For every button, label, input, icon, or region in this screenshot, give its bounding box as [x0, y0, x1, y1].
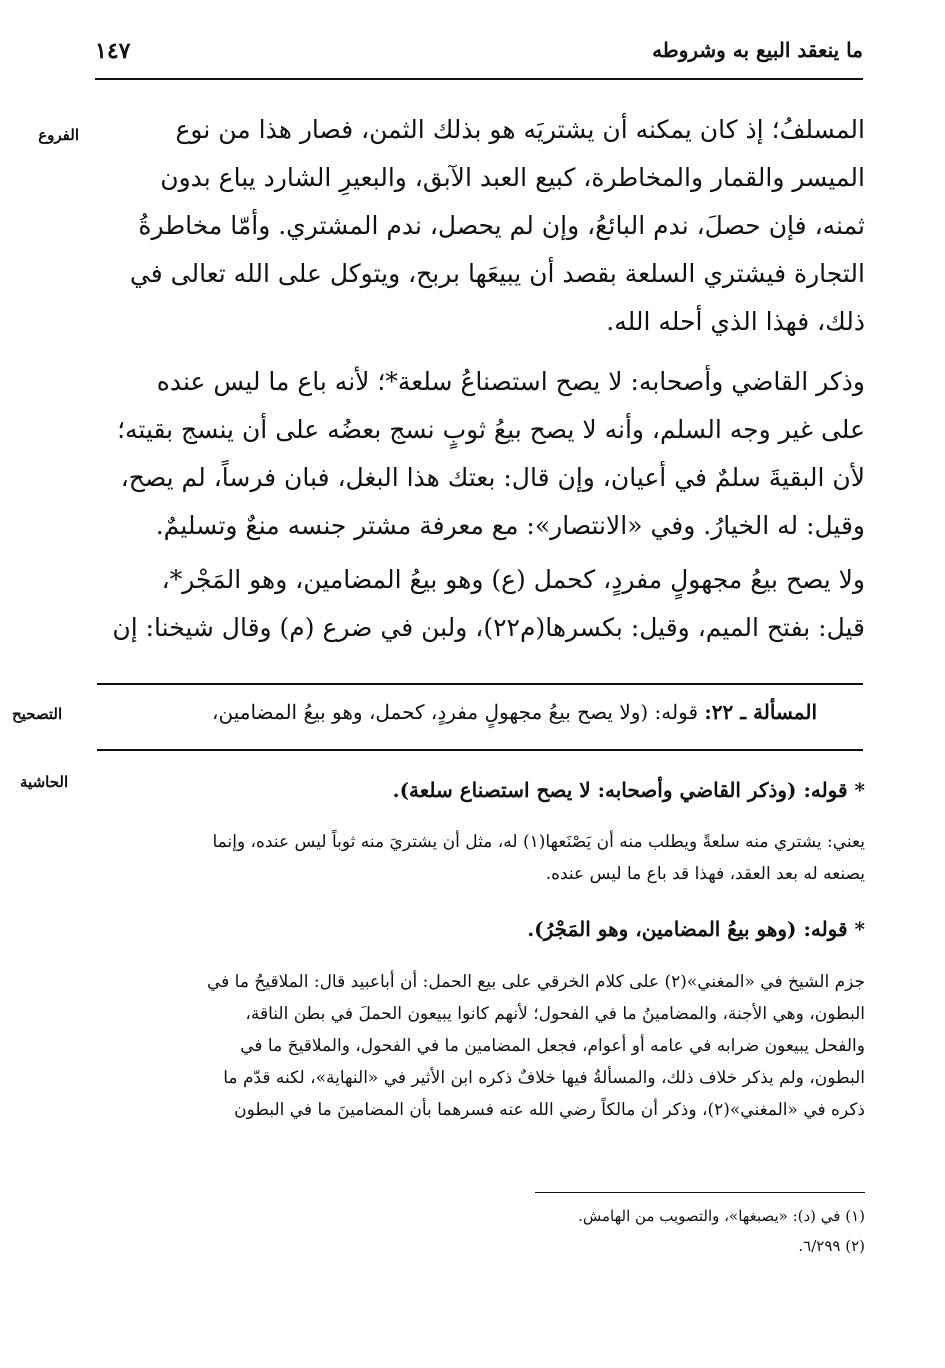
header-rule [95, 78, 863, 80]
hashiya-line: ذكره في «المغني»(٢)، وذكر أن مالكاً رضي الله عنه فسرهما بأن المضامينَ ما في البطون [234, 1100, 865, 1120]
hashiya-line: يصنعه له بعد العقد، فهذا قد باع ما ليس عنده. [545, 864, 865, 884]
main-line: قيل: بفتح الميم، وقيل: بكسرها(م٢٢)، ولبن في ضرع (م) وقال شيخنا: إن [112, 613, 865, 642]
main-line: وقيل: له الخيارُ. وفي «الانتصار»: مع معرفة مشتر جنسه منعٌ وتسليمٌ. [155, 511, 865, 540]
hashiya-paragraph-2 [97, 966, 865, 1126]
main-line: المسلفُ؛ إذ كان يمكنه أن يشتريَه هو بذلك الثمن، فصار هذا من نوع [175, 115, 865, 144]
tashih-line [97, 700, 817, 724]
hashiya-line: جزم الشيخ في «المغني»(٢) على كلام الخرقي على بيع الحمل: أن أباعبيد قال: الملاقيحُ ما في [206, 972, 865, 992]
footnote-1: (١) في (د): «يصبغها»، والتصويب من الهامش. [578, 1207, 865, 1225]
main-line: التجارة فيشتري السلعة بقصد أن يبيعَها بربح، ويتوكل على الله تعالى في [129, 259, 865, 288]
hashiya-line: يعني: يشتري منه سلعةً ويطلب منه أن يَصْنَعها(١) له، مثل أن يشتريَ منه ثوباً ليس عنده، وإنما [212, 832, 865, 852]
hashiya-line: والفحل يبيعون ضرابه في عامه أو أعوام، فجعل المضامين ما في الفحول، والملاقيحَ ما في [240, 1036, 865, 1056]
hashiya-line: البطون، وهي الأجنة، والمضامينُ ما في الفحول؛ لأنهم كانوا يبيعون الحملَ في بطن الناقة، [245, 1004, 865, 1024]
hashiya-paragraph-1 [97, 826, 865, 890]
hashiya-quote-2: * قوله: (وهو بيعُ المضامين، وهو المَجْرُ). [527, 917, 865, 941]
label-hashiya: الحاشية [20, 773, 69, 791]
main-line: لأن البقيةَ سلمٌ في أعيان، وإن قال: بعتك هذا البغل، فبان فرساً، لم يصح، [120, 463, 865, 492]
running-title: ما ينعقد البيع به وشروطه [652, 38, 863, 62]
main-text [97, 106, 865, 652]
page-header [95, 38, 863, 74]
main-line: ثمنه، فإن حصلَ، ندم البائعُ، وإن لم يحصل، ندم المشتري. وأمّا مخاطرةُ [138, 211, 865, 240]
tashih-rule-top [97, 683, 863, 685]
main-line: على غير وجه السلم، وأنه لا يصح بيعُ ثوبٍ نسج بعضُه على أن ينسج بقيته؛ [117, 415, 865, 444]
tashih-rule-bottom [97, 749, 863, 751]
main-line: ولا يصح بيعُ مجهولٍ مفردٍ، كحمل (ع) وهو بيعُ المضامين، وهو المَجْر*، [161, 565, 865, 594]
main-line: وذكر القاضي وأصحابه: لا يصح استصناعُ سلعة*؛ لأنه باع ما ليس عنده [156, 367, 865, 396]
hashiya-line: البطون، ولم يذكر خلاف ذلك، والمسألةُ فيها خلافٌ ذكره ابن الأثير في «النهاية»، لكنه قدّم ما [223, 1068, 865, 1088]
label-furu: الفروع [38, 126, 79, 144]
tashih-text: قوله: (ولا يصح بيعُ مجهولٍ مفردٍ، كحمل، وهو بيعُ المضامين، [212, 700, 699, 724]
label-tashih: التصحيح [12, 705, 63, 723]
main-line: الميسر والقمار والمخاطرة، كبيع العبد الآبق، والبعيرِ الشارد يباع بدون [160, 163, 865, 192]
tashih-issue-label: المسألة ـ ٢٢: [704, 700, 817, 724]
footnote-2: (٢) ٦/٢٩٩. [798, 1237, 865, 1255]
footnote-rule [535, 1192, 865, 1193]
main-line: ذلك، فهذا الذي أحله الله. [606, 307, 865, 336]
hashiya-quote-1: * قوله: (وذكر القاضي وأصحابه: لا يصح استصناع سلعة). [392, 778, 865, 802]
page-number: ١٤٧ [95, 38, 131, 64]
